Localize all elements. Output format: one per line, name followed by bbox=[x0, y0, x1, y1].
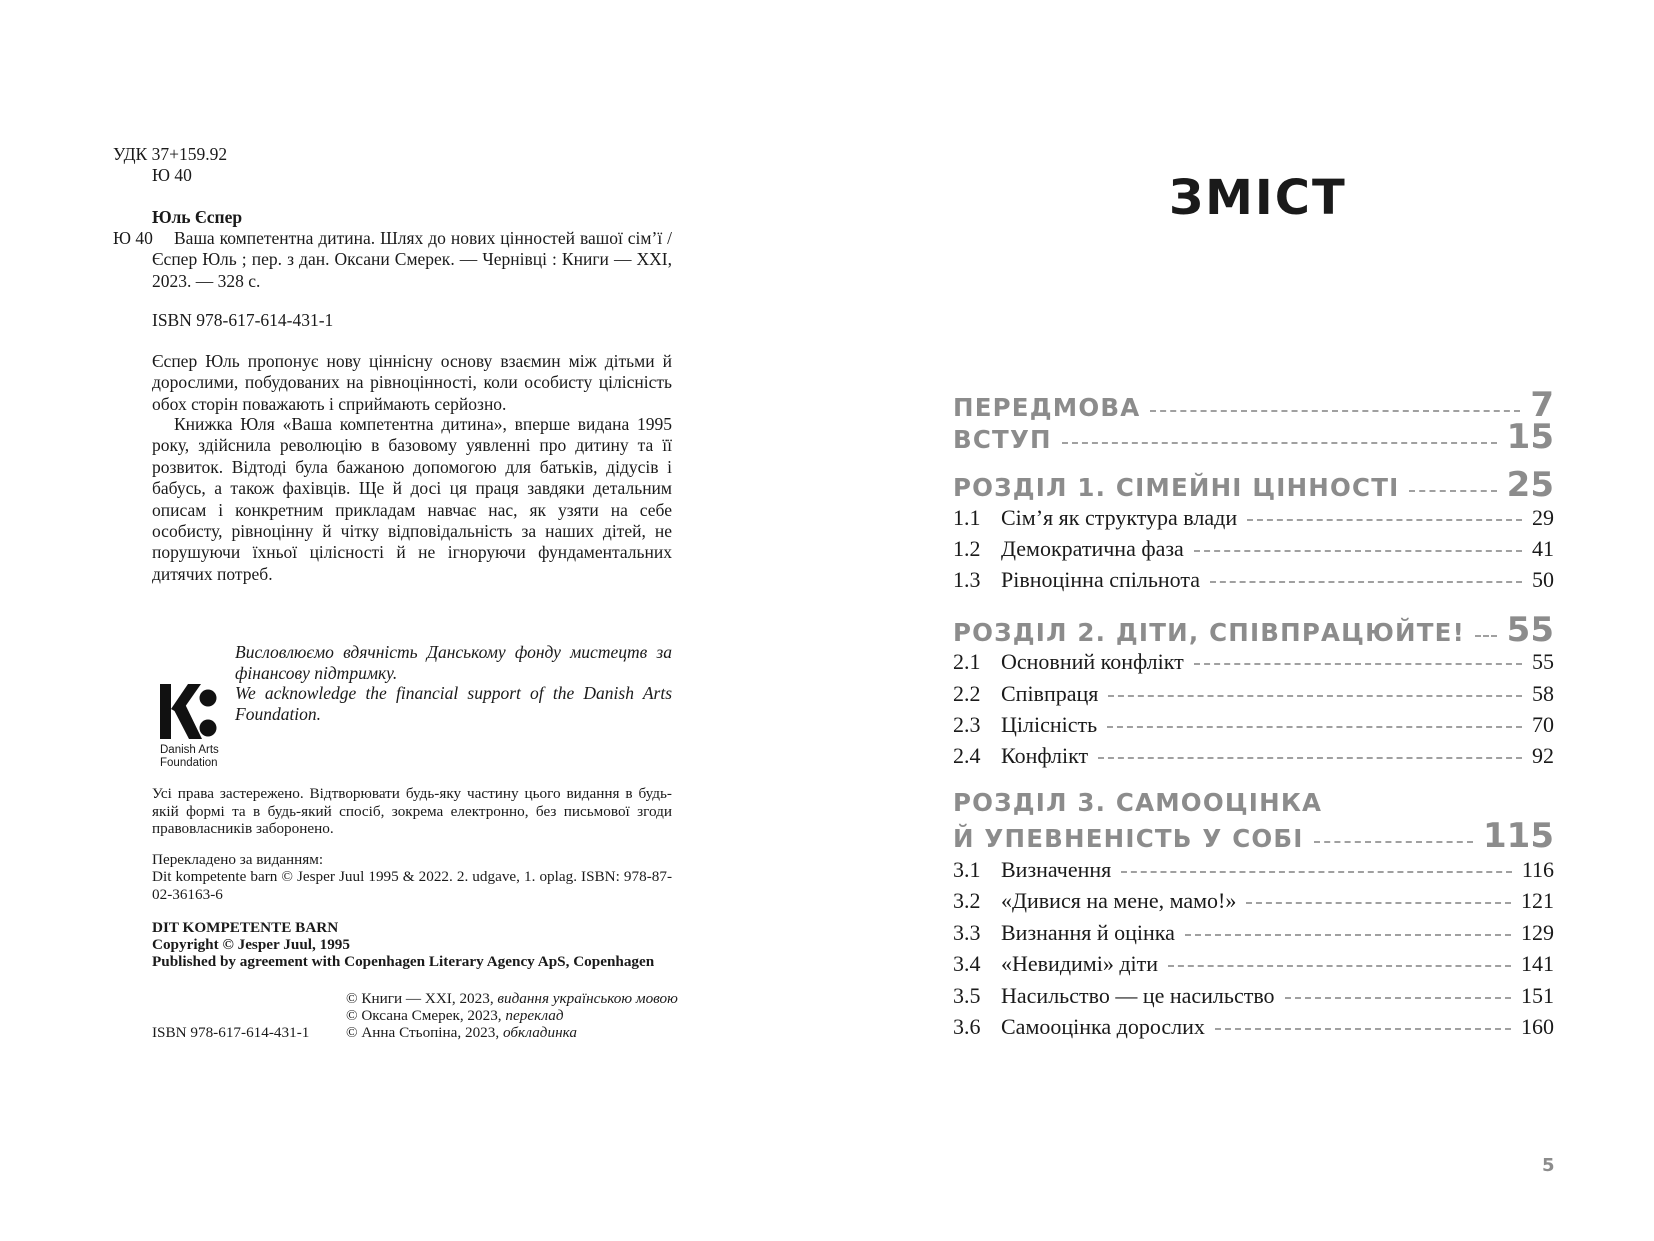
toc-entry[interactable]: 3.2 «Дивися на мене, мамо!» 121 bbox=[953, 888, 1554, 913]
copyright-line: © Оксана Смерек, 2023, переклад bbox=[346, 1007, 564, 1024]
thanks-english: We acknowledge the financial support of the Danish Arts Foundation. bbox=[235, 683, 672, 725]
toc-section[interactable]: ПЕРЕДМОВА 7 bbox=[953, 385, 1554, 425]
page-number: 5 bbox=[1542, 1155, 1555, 1176]
translated-from-label: Перекладено за виданням: bbox=[152, 851, 324, 868]
abstract-paragraph-1: Єспер Юль пропонує нову ціннісну основу взаємин між дітьми й дорослими, побудованих на рівноцінності, коли особисту цілісність обох сторін поважають і сприймають серйозно. bbox=[152, 351, 672, 414]
toc-section[interactable]: РОЗДІЛ 2. ДІТИ, СПІВПРАЦЮЙТЕ! 55 bbox=[953, 610, 1554, 650]
logo-colon-top bbox=[200, 690, 217, 707]
original-title: DIT KOMPETENTE BARN bbox=[152, 919, 339, 936]
logo-k-stem bbox=[160, 684, 171, 739]
toc-entry[interactable]: 2.3 Цілісність 70 bbox=[953, 712, 1554, 737]
udk-code: УДК 37+159.92 bbox=[113, 144, 228, 164]
logo-k-lower-arm bbox=[174, 704, 202, 739]
rights-notice: Усі права застережено. Відтворювати будь-яку частину цього видання в будь-якій формі та в будь-який спосіб, зокрема електронно, без письмової згоди правовласників заборонено. bbox=[152, 785, 672, 837]
thanks-ukrainian: Висловлюємо вдячність Данському фонду мистецтв за фінансову підтримку. bbox=[235, 642, 672, 684]
bbk-code: Ю 40 bbox=[152, 165, 192, 185]
author-heading: Юль Єспер bbox=[152, 207, 243, 227]
toc-section[interactable]: ВСТУП 15 bbox=[953, 417, 1554, 457]
isbn-line: ISBN 978-617-614-431-1 bbox=[152, 310, 334, 330]
toc-entry[interactable]: 3.3 Визнання й оцінка 129 bbox=[953, 920, 1554, 945]
original-copyright: Copyright © Jesper Juul, 1995 bbox=[152, 936, 350, 953]
toc-entry[interactable]: 1.3 Рівноцінна спільнота 50 bbox=[953, 567, 1554, 592]
toc-entry[interactable]: 2.1 Основний конфлікт 55 bbox=[953, 649, 1554, 674]
copyright-line: © Анна Стьопіна, 2023, обкладинка bbox=[346, 1024, 577, 1041]
translated-from: Dit kompetente barn © Jesper Juul 1995 & 2022. 2. udgave, 1. oplag. ISBN: 978-87-02-36163-6 bbox=[152, 868, 672, 903]
toc-section[interactable]: Й УПЕВНЕНІСТЬ У СОБІ 115 bbox=[953, 816, 1554, 856]
toc-entry[interactable]: 3.6 Самооцінка дорослих 160 bbox=[953, 1014, 1554, 1039]
original-agreement: Published by agreement with Copenhagen Literary Agency ApS, Copenhagen bbox=[152, 953, 655, 970]
toc-entry[interactable]: 2.2 Співпраця 58 bbox=[953, 681, 1554, 706]
toc-entry[interactable]: 3.4 «Невидимі» діти 141 bbox=[953, 951, 1554, 976]
toc-entry[interactable]: 1.2 Демократична фаза 41 bbox=[953, 536, 1554, 561]
logo-caption: Danish Arts Foundation bbox=[160, 744, 219, 769]
toc-entry[interactable]: 3.1 Визначення 116 bbox=[953, 857, 1554, 882]
logo-colon-bottom bbox=[200, 720, 217, 737]
toc-entry[interactable]: 3.5 Насильство — це насильство 151 bbox=[953, 983, 1554, 1008]
contents-title: ЗМІСТ bbox=[1169, 170, 1347, 226]
contents-page bbox=[827, 0, 1654, 1241]
bib-code: Ю 40 bbox=[113, 228, 153, 248]
toc-entry[interactable]: 2.4 Конфлікт 92 bbox=[953, 743, 1554, 768]
copyright-line: © Книги — XXI, 2023, видання українською мовою bbox=[346, 990, 678, 1007]
toc-entry[interactable]: 1.1 Сім’я як структура влади 29 bbox=[953, 505, 1554, 530]
bib-description: Ваша компетентна дитина. Шлях до нових цінностей вашої сім’ї / Єспер Юль ; пер. з дан. Оксани Смерек. — Чернівці : Книги — XXI, 2023. — 328 с. bbox=[152, 228, 672, 291]
abstract-paragraph-2: Книжка Юля «Ваша компетентна дитина», вперше видана 1995 року, здійснила революцію в базовому уявленні про дитину та її розвиток. Відтоді була бажаною допомогою для батьків, дідусів і бабусь, а також фахівців. Ще й досі ця праця завдяки детальним описам і конкретним прикладам навчає нас, як узяти на себе особисту, рівноцінну й чітку відповідальність за наших дітей, не порушуючи їхньої цілісності й не ігноруючи фундаментальних дитячих потреб. bbox=[152, 414, 672, 584]
toc-section-line1: РОЗДІЛ 3. САМООЦІНКА bbox=[953, 788, 1323, 817]
isbn-bottom: ISBN 978-617-614-431-1 bbox=[152, 1024, 310, 1041]
toc-section[interactable]: РОЗДІЛ 1. СІМЕЙНІ ЦІННОСТІ 25 bbox=[953, 465, 1554, 505]
